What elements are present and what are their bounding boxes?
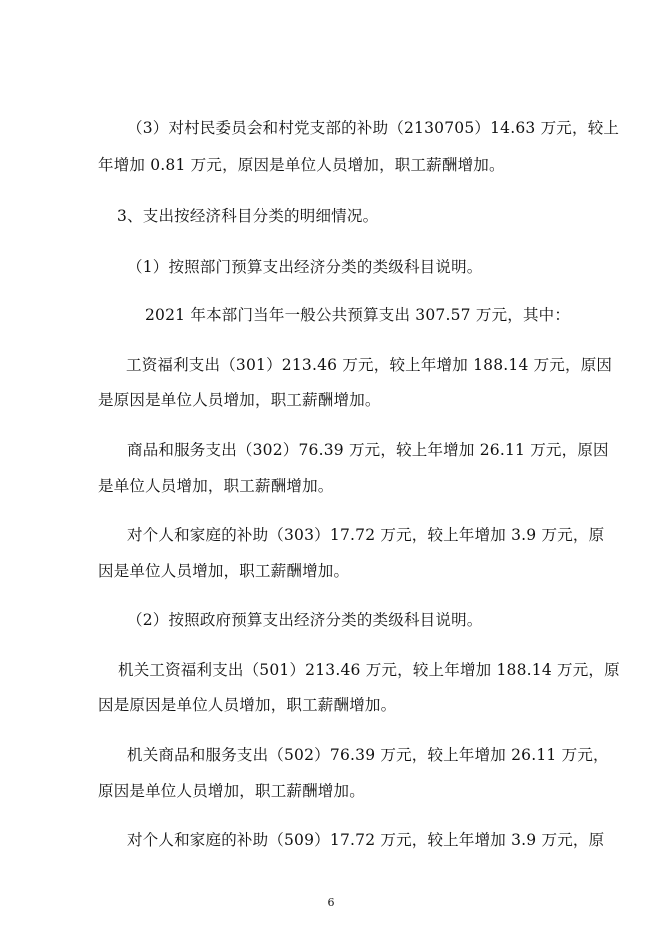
paragraph-3-line-1: （1）按照部门预算支出经济分类的类级科目说明。 xyxy=(127,258,483,276)
paragraph-9-line-1: 机关工资福利支出（501）213.46 万元，较上年增加 188.14 万元，原 xyxy=(118,661,620,679)
paragraph-2-line-1: 3、支出按经济科目分类的明细情况。 xyxy=(117,207,379,225)
paragraph-1-line-1: （3）对村民委员会和村党支部的补助（2130705）14.63 万元，较上 xyxy=(127,119,620,137)
paragraph-10-line-1: 机关商品和服务支出（502）76.39 万元，较上年增加 26.11 万元， xyxy=(127,746,609,764)
page-number: 6 xyxy=(327,896,335,909)
paragraph-9-line-2: 因是原因是单位人员增加，职工薪酬增加。 xyxy=(98,696,397,714)
paragraph-6-line-1: 商品和服务支出（302）76.39 万元，较上年增加 26.11 万元，原因 xyxy=(127,441,609,459)
paragraph-11-line-1: 对个人和家庭的补助（509）17.72 万元，较上年增加 3.9 万元，原 xyxy=(127,831,605,849)
paragraph-6-line-2: 是单位人员增加，职工薪酬增加。 xyxy=(98,477,334,495)
paragraph-7-line-2: 因是单位人员增加，职工薪酬增加。 xyxy=(98,562,350,580)
paragraph-5-line-2: 是原因是单位人员增加，职工薪酬增加。 xyxy=(98,391,381,409)
paragraph-7-line-1: 对个人和家庭的补助（303）17.72 万元，较上年增加 3.9 万元，原 xyxy=(127,526,605,544)
paragraph-4-line-1: 2021 年本部门当年一般公共预算支出 307.57 万元，其中： xyxy=(145,306,571,324)
paragraph-5-line-1: 工资福利支出（301）213.46 万元，较上年增加 188.14 万元，原因 xyxy=(126,356,613,374)
paragraph-1-line-2: 年增加 0.81 万元，原因是单位人员增加，职工薪酬增加。 xyxy=(98,156,505,174)
paragraph-8-line-1: （2）按照政府预算支出经济分类的类级科目说明。 xyxy=(127,611,483,629)
paragraph-10-line-2: 原因是单位人员增加，职工薪酬增加。 xyxy=(98,782,365,800)
